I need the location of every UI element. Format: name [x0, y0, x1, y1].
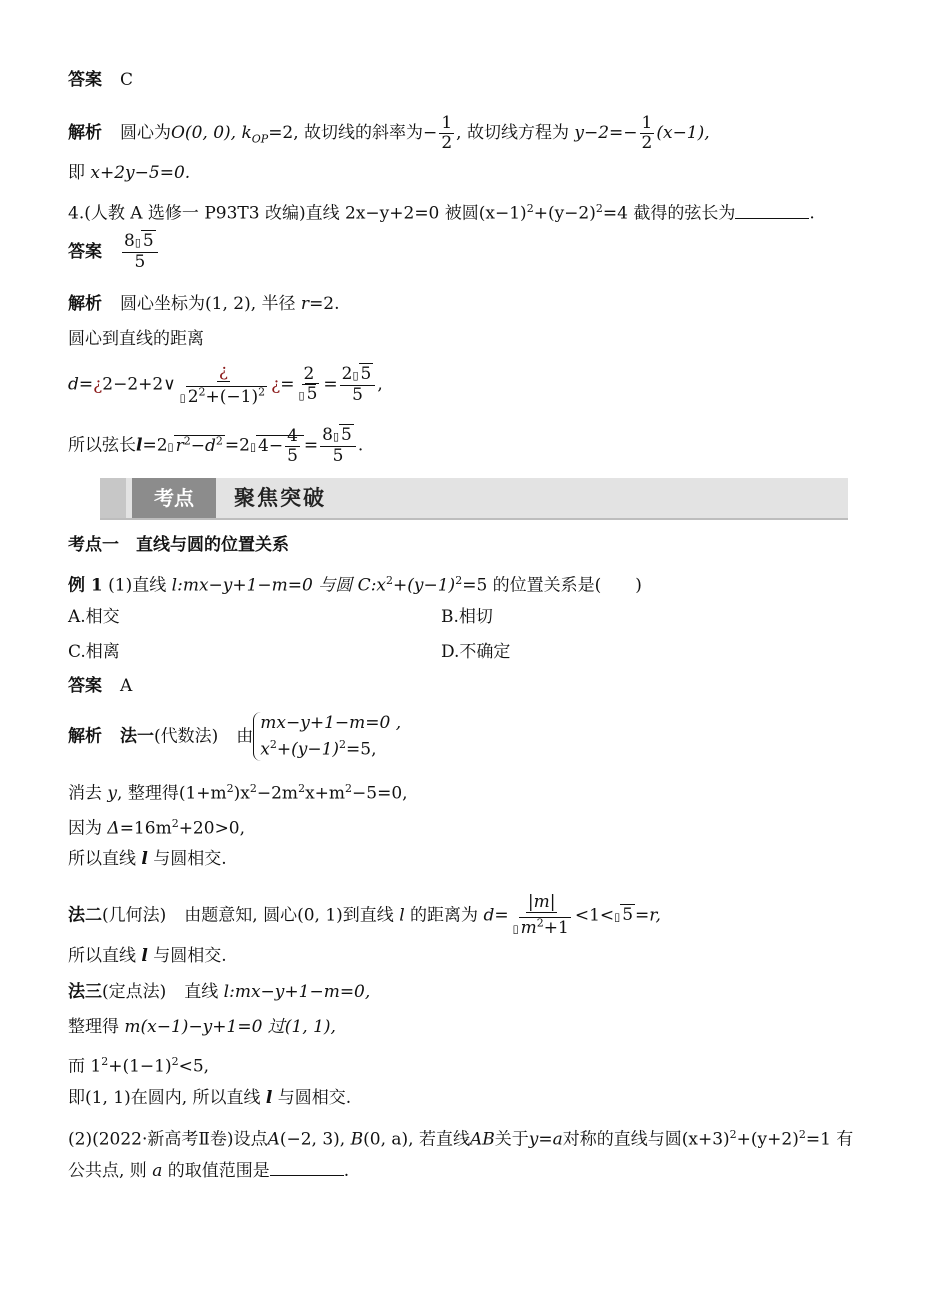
- fraction: [285, 427, 300, 466]
- text: 与圆相交.: [272, 1088, 352, 1108]
- answer-value: C: [120, 70, 134, 90]
- method-name: 法三: [68, 982, 102, 1002]
- answer-line: [68, 69, 133, 91]
- math: (x−1),: [656, 123, 710, 143]
- math: =: [323, 374, 338, 395]
- example-label: 例 1: [68, 575, 103, 596]
- question-text: +(y−2): [533, 203, 596, 224]
- text: 因为: [68, 818, 108, 839]
- digit: 8: [124, 231, 135, 251]
- math: −5=0,: [352, 783, 408, 804]
- fraction: [439, 114, 454, 153]
- frac-num: 2: [303, 363, 315, 384]
- math: O(0, 0),: [171, 123, 237, 143]
- radical-glyph: ▯: [298, 388, 305, 402]
- digit: 8: [322, 425, 333, 445]
- text: 与圆相交.: [147, 946, 227, 966]
- equation-row: mx−y+1−m=0 ,: [260, 713, 402, 733]
- text: 所以直线: [68, 849, 142, 869]
- answer-value: A: [120, 676, 133, 696]
- math: =16m: [119, 818, 172, 839]
- math: Δ: [107, 818, 120, 839]
- text: .: [809, 203, 815, 224]
- radical-glyph: ▯: [167, 440, 174, 454]
- math: , 整理得(1+m: [117, 783, 227, 804]
- example-1-question: [68, 570, 642, 597]
- conclusion-3: [68, 1087, 351, 1109]
- sup: 2: [595, 202, 603, 215]
- text: 圆心坐标为(1, 2), 半径: [120, 294, 296, 314]
- radicand: r: [175, 435, 184, 456]
- fraction: [122, 232, 158, 272]
- text: 整理得: [68, 1017, 125, 1037]
- math: a: [152, 1161, 163, 1181]
- text: 的距离为: [410, 905, 479, 926]
- method-tag: (定点法): [102, 982, 167, 1002]
- elimination: [68, 778, 408, 805]
- sup: 2: [226, 782, 234, 795]
- text: =2.: [309, 294, 340, 314]
- distance-equation: [68, 362, 383, 408]
- banner-tab: 考点: [132, 478, 216, 518]
- text: ,: [377, 374, 383, 395]
- text: =1 有: [805, 1129, 854, 1150]
- radicand: m: [520, 917, 537, 938]
- answer-4-line: [68, 232, 160, 272]
- analysis-label: 解析: [68, 294, 102, 314]
- frac-num: [122, 232, 158, 253]
- text: 的取值范围是: [167, 1161, 270, 1181]
- text: 所以弦长: [68, 435, 136, 456]
- conclusion-2: [68, 945, 227, 967]
- math: (−2, 3),: [279, 1129, 346, 1150]
- question-text: =4 截得的弦长为: [602, 203, 736, 224]
- discriminant: [68, 813, 245, 840]
- analysis-continuation: [68, 162, 190, 184]
- analysis-line: [68, 114, 710, 153]
- question-4: [68, 198, 815, 225]
- math: +(y−1): [393, 575, 456, 596]
- math: l: [171, 575, 178, 596]
- frac-num: 4: [287, 425, 298, 446]
- chord-length: [68, 426, 363, 466]
- text: , 故切线方程为: [456, 123, 569, 143]
- answer-label: 答案: [68, 70, 102, 90]
- frac-den: 2: [641, 133, 653, 153]
- option-c: C.相离: [68, 642, 120, 662]
- analysis-label: 解析: [68, 726, 102, 747]
- method-1: [68, 712, 401, 761]
- answer-blank: [270, 1160, 344, 1176]
- method-tag: (代数法): [154, 726, 219, 747]
- frac-den: 5: [352, 384, 363, 405]
- sup: 2: [526, 202, 534, 215]
- frac-num: 1: [641, 113, 653, 133]
- frac-num: ¿: [218, 361, 228, 381]
- frac-num: 1: [441, 113, 453, 133]
- analysis-4: [68, 293, 340, 315]
- math: B: [350, 1129, 364, 1150]
- example-answer: [68, 675, 132, 697]
- digit: 2: [341, 363, 353, 384]
- math: <1<: [574, 905, 615, 926]
- text: .: [357, 435, 364, 456]
- frac-den: 5: [332, 446, 344, 466]
- sup: 2: [729, 1128, 737, 1141]
- frac-den: [511, 913, 573, 939]
- radical-glyph: ▯: [179, 391, 186, 405]
- answer-blank: [735, 203, 809, 219]
- math: 而 1: [68, 1056, 102, 1077]
- math: =2: [142, 435, 168, 456]
- math: l: [265, 1088, 273, 1108]
- text: (1)直线: [108, 575, 167, 596]
- fraction: [340, 365, 376, 405]
- text: 即: [68, 163, 91, 183]
- math: l: [141, 849, 148, 869]
- math: d=: [68, 374, 94, 395]
- math: :x: [370, 575, 387, 596]
- fraction: [320, 426, 356, 466]
- text: =2, 故切线的斜率为−: [268, 123, 438, 143]
- sup: 2: [339, 738, 347, 751]
- distance-label: [68, 328, 204, 350]
- method-2: [68, 893, 661, 939]
- frac-num: [340, 365, 376, 386]
- math: y: [107, 783, 118, 804]
- equation-row: x: [260, 739, 270, 760]
- text: 关于: [494, 1129, 529, 1150]
- sup: 2: [798, 1128, 806, 1141]
- math: l: [141, 946, 148, 966]
- sup: 2: [386, 574, 394, 587]
- math: A: [267, 1129, 280, 1150]
- radicand: −d: [190, 435, 216, 456]
- radical-glyph: ▯: [352, 368, 359, 382]
- sup: 2: [171, 1055, 179, 1068]
- text: 圆心到直线的距离: [68, 329, 204, 349]
- radicand: 4−: [258, 435, 284, 456]
- sup: 2: [171, 817, 179, 830]
- equation-system: [253, 712, 401, 761]
- sup: 2: [101, 1055, 109, 1068]
- radical-glyph: ▯: [332, 430, 340, 443]
- radical-glyph: ▯: [249, 440, 256, 454]
- text: 所以直线: [68, 946, 142, 966]
- method-tag: (几何法): [102, 905, 167, 926]
- math: l: [136, 435, 143, 456]
- option-a: A.相交: [68, 607, 120, 627]
- math: :mx−y+1−m=0,: [229, 982, 371, 1002]
- point-check: [68, 1051, 209, 1078]
- math: y=a: [528, 1129, 563, 1150]
- section-banner: [100, 478, 848, 520]
- frac-den: 5: [287, 445, 298, 466]
- text: 圆心为: [120, 123, 171, 143]
- answer-label: 答案: [68, 242, 102, 262]
- math: =: [303, 435, 319, 456]
- question-2: [68, 1124, 853, 1151]
- fraction: [178, 362, 269, 408]
- text: 由: [236, 726, 254, 747]
- frac-den: 5: [134, 252, 146, 272]
- math: =r,: [635, 905, 661, 926]
- text: 公共点, 则: [68, 1161, 147, 1181]
- math: 2−2+2∨: [102, 374, 176, 395]
- text: =5 的位置关系是( ): [462, 575, 642, 596]
- math: C: [357, 575, 371, 596]
- sup: 2: [215, 433, 223, 447]
- text: 直线: [184, 982, 224, 1002]
- math: x+2y−5=0.: [90, 163, 191, 183]
- method-name: 法二: [68, 905, 102, 926]
- frac-den: [178, 382, 269, 408]
- frac-num: [320, 426, 356, 447]
- sup: 2: [198, 385, 206, 398]
- answer-label: 答案: [68, 676, 102, 696]
- frac-den: 2: [441, 133, 453, 153]
- math: <5,: [178, 1056, 210, 1077]
- analysis-label: 解析: [68, 123, 102, 143]
- math: k: [241, 123, 252, 143]
- option-d: D.不确定: [441, 642, 511, 662]
- sup: 2: [258, 385, 266, 398]
- equation-row: =5,: [346, 739, 377, 760]
- equation-row: +(y−1): [276, 739, 340, 760]
- math: AB: [469, 1129, 495, 1150]
- text: .: [343, 1161, 350, 1181]
- method-name: 法一: [120, 726, 154, 747]
- math: (0, a), 若直线: [363, 1129, 470, 1150]
- math: =2: [224, 435, 250, 456]
- method-3: [68, 981, 370, 1003]
- radical-glyph: ▯: [134, 236, 141, 249]
- math: d=: [483, 905, 509, 926]
- math: :mx−y+1−m=0 与圆: [177, 575, 353, 596]
- math: l: [399, 905, 405, 926]
- question-text: 4.(人教 A 选修一 P93T3 改编)直线 2x−y+2=0 被圆(x−1): [68, 203, 527, 224]
- text: 由题意知, 圆心(0, 1)到直线: [184, 905, 394, 926]
- text: 对称的直线与圆(x+3): [562, 1129, 730, 1150]
- radicand: 5: [360, 363, 372, 384]
- radicand: +1: [543, 917, 569, 938]
- math-sub: OP: [251, 132, 269, 146]
- text: 消去: [68, 783, 108, 804]
- radicand: 2: [187, 386, 199, 407]
- math: +(y+2): [736, 1129, 799, 1150]
- math: r: [300, 294, 310, 314]
- radicand: +(−1): [205, 386, 259, 407]
- sup: 2: [183, 433, 191, 447]
- sup: 2: [298, 782, 306, 795]
- fraction: [511, 893, 573, 939]
- math: )x: [233, 783, 250, 804]
- radicand: 5: [622, 905, 634, 926]
- fraction: [297, 365, 322, 405]
- radicand: 5: [306, 383, 318, 404]
- math: m(x−1)−y+1=0 过(1, 1),: [124, 1017, 336, 1037]
- math: l: [223, 982, 230, 1002]
- math: +20>0,: [178, 818, 246, 839]
- question-2-continuation: [68, 1160, 349, 1182]
- option-b: B.相切: [441, 607, 493, 627]
- math: y−2=−: [574, 123, 638, 143]
- text: (2)(2022·新高考Ⅱ卷)设点: [68, 1129, 268, 1150]
- frac-den: [297, 385, 322, 405]
- banner-stub: [100, 478, 126, 518]
- sup: 2: [249, 782, 257, 795]
- rearranged: [68, 1016, 336, 1038]
- glitch-char: ¿: [271, 374, 281, 395]
- radical-glyph: ▯: [512, 922, 519, 936]
- math: =: [280, 374, 295, 395]
- conclusion-1: [68, 848, 227, 870]
- math: +(1−1): [108, 1056, 172, 1077]
- radical-glyph: ▯: [614, 910, 621, 924]
- section-title: 考点一 直线与圆的位置关系: [68, 535, 289, 555]
- math: x+m: [305, 783, 346, 804]
- sup: 2: [455, 574, 463, 587]
- sup: 2: [269, 738, 277, 751]
- radicand: 5: [142, 231, 154, 251]
- glitch-char: ¿: [93, 374, 103, 395]
- sup: 2: [345, 782, 353, 795]
- frac-num: |m|: [527, 892, 556, 912]
- text: 与圆相交.: [147, 849, 227, 869]
- radicand: 5: [341, 425, 352, 445]
- banner-title: 聚焦突破: [234, 486, 326, 510]
- math: −2m: [256, 783, 299, 804]
- sup: 2: [536, 916, 544, 929]
- fraction: [640, 114, 655, 153]
- text: 即(1, 1)在圆内, 所以直线: [68, 1088, 266, 1108]
